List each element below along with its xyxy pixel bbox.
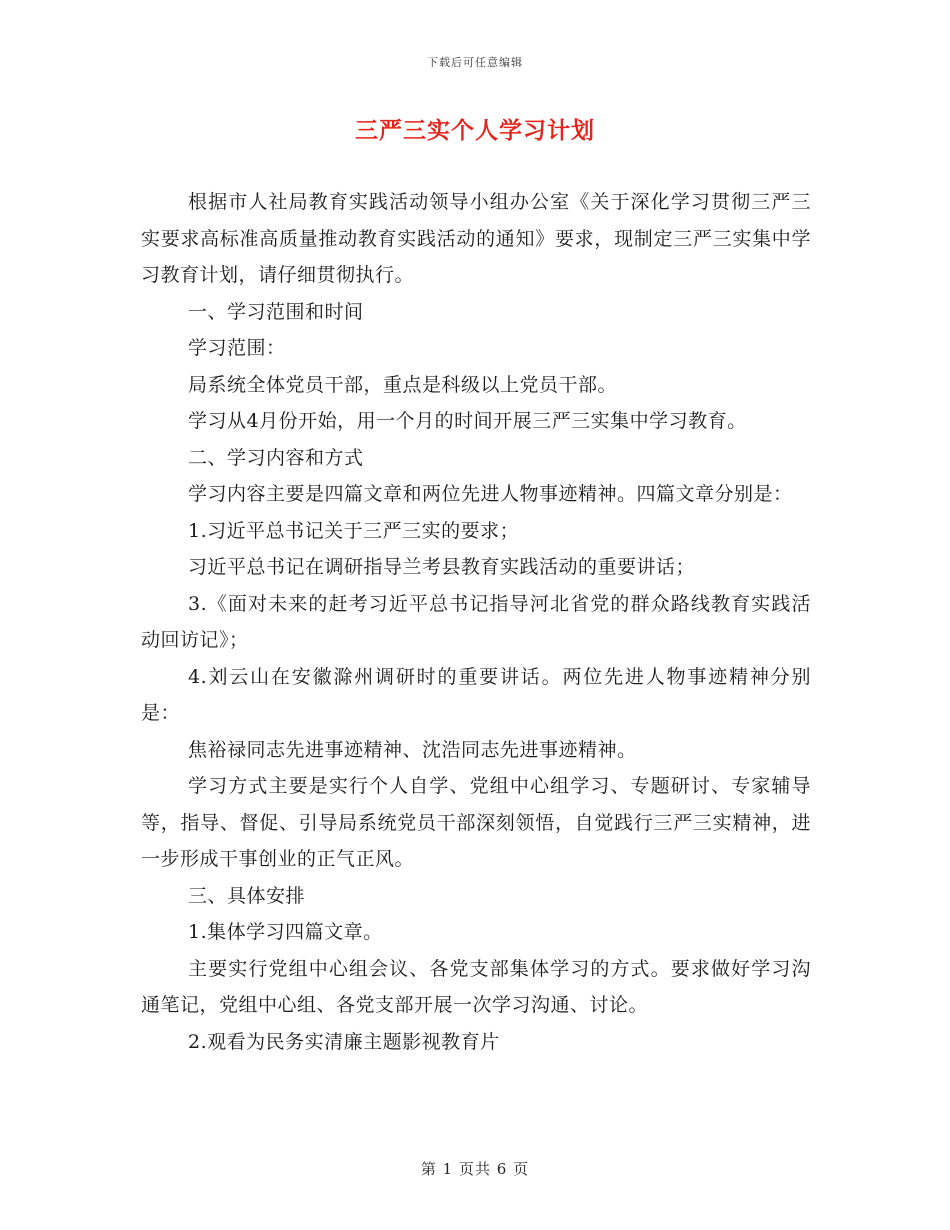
list-item: 2.观看为民务实清廉主题影视教育片 (188, 1030, 500, 1053)
list-item: 习近平总书记在调研指导兰考县教育实践活动的重要讲话； (188, 556, 696, 578)
paragraph: 主要实行党组中心组会议、各党支部集体学习的方式。要求做好学习沟通笔记，党组中心组、各党支部开展一次学习沟通、讨论。 (141, 957, 811, 1016)
paragraph: 学习从4月份开始，用一个月的时间开展三严三实集中学习教育。 (188, 410, 747, 432)
paragraph: 学习内容主要是四篇文章和两位先进人物事迹精神。四篇文章分别是： (188, 483, 793, 505)
paragraph: 焦裕禄同志先进事迹精神、沈浩同志先进事迹精神。 (188, 738, 637, 761)
list-item: 1.习近平总书记关于三严三实的要求； (188, 519, 520, 542)
document-body (141, 184, 811, 1060)
paragraph: 学习范围： (188, 337, 286, 359)
header-note: 下载后可任意编辑 (427, 56, 523, 69)
section-heading-1: 一、学习范围和时间 (188, 300, 364, 323)
paragraph: 学习方式主要是实行个人自学、党组中心组学习、专题研讨、专家辅导等，指导、督促、引导局系统党员干部深刻领悟，自觉践行三严三实精神，进一步形成干事创业的正气正风。 (141, 775, 811, 870)
page-indicator: 第 1 页共 6 页 (420, 1160, 530, 1178)
list-item: 1.集体学习四篇文章。 (188, 921, 383, 943)
document-title: 三严三实个人学习计划 (355, 117, 595, 144)
section-heading-3: 三、具体安排 (188, 884, 306, 907)
section-heading-2: 二、学习内容和方式 (188, 446, 364, 469)
list-item: 4.刘云山在安徽滁州调研时的重要讲话。两位先进人物事迹精神分别是： (141, 665, 811, 724)
paragraph-intro: 根据市人社局教育实践活动领导小组办公室《关于深化学习贯彻三严三实要求高标准高质量推动教育实践活动的通知》要求，现制定三严三实集中学习教育计划，请仔细贯彻执行。 (141, 191, 811, 286)
paragraph: 局系统全体党员干部，重点是科级以上党员干部。 (188, 373, 618, 396)
list-item: 3.《面对未来的赶考习近平总书记指导河北省党的群众路线教育实践活动回访记》； (141, 592, 811, 651)
